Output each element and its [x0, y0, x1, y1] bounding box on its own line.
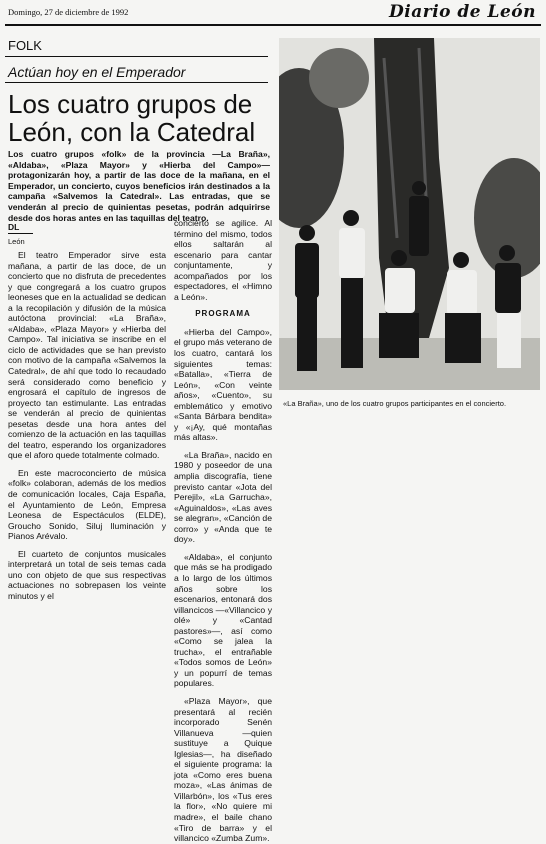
band-photo-image	[279, 38, 540, 390]
body-paragraph: «Aldaba», el conjunto que más se ha prodigado a lo largo de los últimos años sobre los escenarios, entonará dos villancicos —«Villancico y olé» y «Cantad pastores»—, así como «Como se jalea la trucha», el entrañable «Todos somos de León» y un popurrí de temas populares.	[174, 551, 272, 689]
article-byline: DL	[8, 222, 20, 232]
band-photo	[279, 38, 540, 390]
section-rule	[5, 56, 268, 57]
issue-date: Domingo, 27 de diciembre de 1992	[8, 7, 129, 17]
photo-caption: «La Braña», uno de los cuatro grupos participantes en el concierto.	[283, 399, 507, 408]
article-city: León	[8, 237, 25, 246]
section-label: FOLK	[8, 38, 42, 53]
body-paragraph: El teatro Emperador sirve esta mañana, a partir de las doce, de un concierto que no disfruta de precedentes y que congregará a los cuatro grupos leoneses que en la actualidad se dedican a la recopilación y difusión de la música autóctona provincial: «La Braña», «Aldaba», «Plaza Mayor» y «Hierba del Campo». Tal iniciativa se inscribe en el ciclo de actividades que se han previsto con motivo de la campaña «Salvemos la Catedral», de ahí que todo lo recaudado será considerado como beneficio y engrosará el capítulo de ingresos de proyecto tan estimulante. Las entradas se venderán al precio de quinientas pesetas desde una hora antes del comienzo de la actuación en las taquillas del teatro, esperando los organizadores que el aforo quede totalmente colmado.	[8, 250, 166, 461]
body-paragraph: «La Braña», nacido en 1980 y poseedor de una amplia discografía, tiene previsto cantar «Jota del Perejil», «La Garrucha», «Aguinaldos», «Las aves se alegran», «Canción de corro» y «Anda que te doy».	[174, 449, 272, 545]
body-paragraph: concierto se agilice. Al término del mismo, todos ellos saltarán al escenario para cantar conjuntamente, y acompañados por los espectadores, el «Himno a León».	[174, 218, 272, 302]
body-column-1	[8, 250, 166, 602]
newspaper-masthead: Diario de León	[389, 2, 536, 22]
body-column-2	[174, 218, 272, 844]
body-paragraph: El cuarteto de conjuntos musicales interpretará un total de seis temas cada uno con objeto de que sus respectivas actuaciones no sobrepasen los veinte minutos y el	[8, 548, 166, 601]
article-kicker: Actúan hoy en el Emperador	[8, 64, 186, 80]
article-headline: Los cuatro grupos de León, con la Catedral	[8, 89, 256, 147]
body-paragraph: «Hierba del Campo», el grupo más veterano de los cuatro, cantará los siguientes temas: «Batalla», «Tierra de León», «Con veinte años», «Cuento», su emblemático y emotivo «Santa Bárbara bendita» y «¡Ay, qué montañas más altas».	[174, 326, 272, 443]
masthead-rule	[5, 24, 541, 26]
body-paragraph: En este macroconcierto de música «folk» colaboran, además de los medios de comunicación locales, Caja España, el Ayuntamiento de León, Empresa Leonesa de Espectáculos (ELDE), Groucho Sonido, Siluj Iluminación y Pianos Arévalo.	[8, 467, 166, 542]
program-heading: PROGRAMA	[195, 309, 251, 319]
byline-rule	[8, 233, 33, 234]
kicker-rule	[5, 82, 268, 83]
body-paragraph: «Plaza Mayor», que presentará al recién incorporado Senén Villanueva —quien sustituye a Quique Iglesias—, ha diseñado el siguiente programa: la jota «Como eres buena moza», «Las ánimas de Villarbón», los «Tus eres la flor», «No quiere mi madre», el baile chano «Tiro de barra» y el villancico «Zumba Zum».	[174, 695, 272, 844]
article-lead: Los cuatro grupos «folk» de la provincia —La Braña», «Aldaba», «Plaza Mayor» y «Hierba del Campo»— protagonizarán hoy, a partir de las doce de la mañana, en el Emperador, un concierto, cuyos beneficios irán destinados a la campaña «Salvemos la Catedral». Las entradas, que se venderán al precio de quinientas pesetas, podrán adquirirse desde dos horas antes en las taquillas del teatro.	[8, 149, 270, 223]
